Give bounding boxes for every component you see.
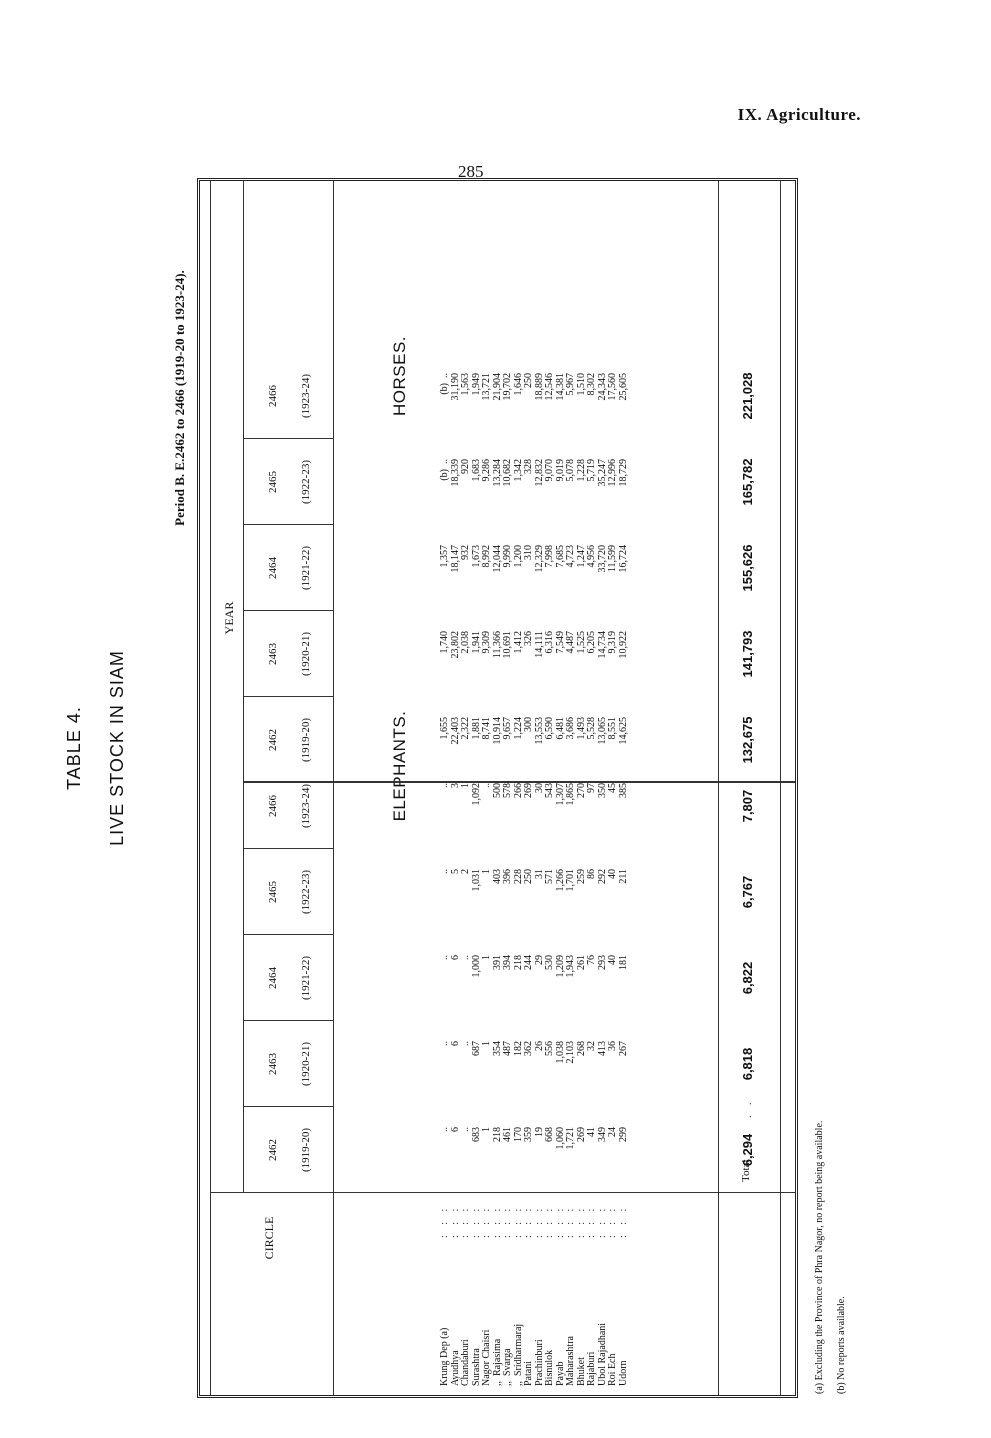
circle-name: Ayudhya: [449, 1350, 461, 1386]
column-divider: [243, 848, 333, 849]
year-col-header: 2466: [267, 385, 279, 407]
data-cell: 22,403: [449, 717, 461, 745]
data-cell: 1,525: [575, 631, 587, 654]
total-cell: 221,028: [740, 372, 755, 420]
column-divider: [243, 1020, 333, 1021]
year-header-underline: [243, 181, 244, 1193]
circle-name: Bhuket: [575, 1357, 587, 1386]
data-cell: 11,366: [491, 631, 503, 659]
data-cell: 687: [470, 1041, 482, 1056]
data-cell: 270: [575, 783, 587, 798]
circle-name: Krung Dep (a): [439, 1327, 450, 1386]
data-cell: 354: [491, 1041, 503, 1056]
data-cell: ..: [439, 869, 450, 874]
data-cell: ..: [460, 1041, 471, 1046]
data-cell: 269: [575, 1127, 587, 1142]
column-divider: [243, 438, 333, 439]
circle-dots-list: [440, 1198, 629, 1238]
data-cell: 8,302: [586, 373, 597, 396]
data-cell: 1,943: [565, 955, 576, 978]
data-cell: 2,103: [565, 1041, 576, 1064]
data-cell: 461: [502, 1127, 513, 1142]
year-col-header: 2462: [267, 1139, 279, 1161]
year-col-ce-header: (1921-22): [300, 546, 312, 590]
data-cell: 1: [481, 1127, 492, 1132]
circle-name: ,, Sridharmaraj: [512, 1323, 524, 1386]
data-cell: 1,493: [575, 717, 587, 740]
data-cell: 1,941: [470, 631, 482, 654]
data-cell: 35,247: [596, 459, 608, 487]
data-cell: 31: [533, 869, 545, 879]
data-cell: 7,998: [544, 545, 555, 568]
data-cell: 1,357: [439, 545, 450, 568]
circle-name: Patani: [523, 1361, 534, 1386]
data-cell: 29: [533, 955, 545, 965]
data-cell: (b) ..: [439, 373, 450, 395]
circle-dots: : : :: [544, 1204, 555, 1238]
data-cell: 362: [523, 1041, 534, 1056]
column-divider: [243, 1106, 333, 1107]
data-cell: 17,560: [607, 373, 618, 401]
circle-name: Bisnulok: [544, 1349, 555, 1386]
data-cell: 31,190: [449, 373, 461, 401]
data-cell: 1,209: [554, 955, 566, 978]
data-cell: 9,070: [544, 459, 555, 482]
data-cell: 932: [460, 545, 471, 560]
data-cell: 1: [481, 955, 492, 960]
data-cell: 19: [533, 1127, 545, 1137]
year-col-header: 2464: [267, 557, 279, 579]
data-cell: 10,682: [502, 459, 513, 487]
data-cell: 1,740: [439, 631, 450, 654]
circle-dots: : : :: [439, 1204, 450, 1238]
data-cell: 6,316: [544, 631, 555, 654]
data-cell: 6: [449, 1127, 461, 1132]
data-cell: 41: [586, 1127, 597, 1137]
data-cell: 6,590: [544, 717, 555, 740]
circle-name: Roi Ech: [607, 1353, 618, 1386]
data-cell: 2,322: [460, 717, 471, 740]
data-cell: 18,147: [449, 545, 461, 573]
data-cell: 1,949: [470, 373, 482, 396]
year-col-header: 2463: [267, 1053, 279, 1075]
data-cell: 25,605: [617, 373, 629, 401]
data-cell: 683: [470, 1127, 482, 1142]
data-cell: 299: [617, 1127, 629, 1142]
data-cell: 9,657: [502, 717, 513, 740]
data-cell: 11,599: [607, 545, 618, 573]
data-cell: 33,720: [596, 545, 608, 573]
data-cell: 14,381: [554, 373, 566, 401]
year-col-header: 2463: [267, 643, 279, 665]
data-cell: 14,111: [533, 631, 545, 658]
data-cell: 349: [596, 1127, 608, 1142]
year-col-ce-header: (1923-24): [300, 374, 312, 418]
data-cell: 12,832: [533, 459, 545, 487]
year-col-ce-header: (1923-24): [300, 784, 312, 828]
footnote-b: (b) No reports available.: [836, 1296, 847, 1394]
data-cell: 6,481: [554, 717, 566, 740]
circle-dots: : : :: [607, 1204, 618, 1238]
data-cell: 182: [512, 1041, 524, 1056]
data-cell: 5,967: [565, 373, 576, 396]
data-cell: 6: [449, 955, 461, 960]
data-cell: 40: [607, 955, 618, 965]
page-number: 285: [458, 162, 484, 181]
total-cell: 6,822: [740, 961, 755, 995]
year-col-ce-header: (1919-20): [300, 1128, 312, 1172]
circle-name: Payab: [554, 1361, 566, 1386]
data-cell: 292: [596, 869, 608, 884]
data-cell: 1,031: [470, 869, 482, 892]
data-cell: 9,319: [607, 631, 618, 654]
data-cell: 8,551: [607, 717, 618, 740]
data-cell: 293: [596, 955, 608, 970]
data-column: [440, 783, 629, 849]
data-cell: 500: [491, 783, 503, 798]
data-cell: 8,992: [481, 545, 492, 568]
data-cell: 5: [449, 869, 461, 874]
data-cell: 1,721: [565, 1127, 576, 1150]
data-column: [440, 545, 629, 611]
circle-name: Prachinburi: [533, 1339, 545, 1386]
data-cell: 228: [512, 869, 524, 884]
data-cell: 668: [544, 1127, 555, 1142]
data-cell: 250: [523, 373, 534, 388]
period-caption: Period B. E.2462 to 2466 (1919-20 to 1923-24).: [172, 270, 187, 526]
circle-dots: : : :: [554, 1204, 566, 1238]
data-cell: 6: [449, 1041, 461, 1046]
data-cell: 1,865: [565, 783, 576, 806]
table-title: TABLE 4.: [64, 706, 84, 790]
data-cell: 1: [481, 869, 492, 874]
circle-dots: : : :: [491, 1204, 503, 1238]
data-cell: 571: [544, 869, 555, 884]
data-cell: 1,655: [439, 717, 450, 740]
data-cell: 487: [502, 1041, 513, 1056]
circle-dots: : : :: [449, 1204, 461, 1238]
data-cell: ..: [439, 955, 450, 960]
data-cell: 4,723: [565, 545, 576, 568]
data-cell: 18,339: [449, 459, 461, 487]
data-cell: 7,685: [554, 545, 566, 568]
data-cell: 385: [617, 783, 629, 798]
data-column: [440, 631, 629, 697]
data-cell: 359: [523, 1127, 534, 1142]
data-cell: 300: [523, 717, 534, 732]
total-dots: . .: [743, 1098, 754, 1118]
data-cell: 218: [491, 1127, 503, 1142]
data-cell: 32: [586, 1041, 597, 1051]
circle-name: ,, Rajasima: [491, 1338, 503, 1386]
table-subtitle: LIVE STOCK IN SIAM: [107, 650, 127, 846]
circle-name: Nagor Chaisri: [481, 1329, 492, 1386]
data-cell: 12,996: [607, 459, 618, 487]
data-cell: 9,309: [481, 631, 492, 654]
data-cell: 1,224: [512, 717, 524, 740]
circle-dots: : : :: [523, 1204, 534, 1238]
data-cell: 8,741: [481, 717, 492, 740]
total-top-line: [718, 181, 719, 1395]
horses-section-label: HORSES.: [390, 335, 409, 417]
circle-dots: : : :: [533, 1204, 545, 1238]
circle-dots: : : :: [470, 1204, 482, 1238]
year-col-header: 2465: [267, 471, 279, 493]
data-cell: 26: [533, 1041, 545, 1051]
data-cell: 97: [586, 783, 597, 793]
circle-dots: : : :: [481, 1204, 492, 1238]
data-cell: 1,038: [554, 1041, 566, 1064]
circle-dots: : : :: [596, 1204, 608, 1238]
data-cell: 920: [460, 459, 471, 474]
data-cell: 1,092: [470, 783, 482, 806]
data-cell: 24: [607, 1127, 618, 1137]
elephants-section-label: ELEPHANTS.: [390, 710, 409, 822]
data-cell: 10,914: [491, 717, 503, 745]
data-cell: 3,686: [565, 717, 576, 740]
data-cell: 24,343: [596, 373, 608, 401]
data-cell: 12,329: [533, 545, 545, 573]
data-cell: 10,922: [617, 631, 629, 659]
data-cell: 4,487: [565, 631, 576, 654]
data-cell: 269: [523, 783, 534, 798]
data-cell: 86: [586, 869, 597, 879]
data-cell: 1,342: [512, 459, 524, 482]
data-cell: 40: [607, 869, 618, 879]
data-cell: 218: [512, 955, 524, 970]
data-cell: 181: [617, 955, 629, 970]
data-cell: 1,673: [470, 545, 482, 568]
data-cell: 21,904: [491, 373, 503, 401]
data-cell: 13,721: [481, 373, 492, 401]
data-cell: 244: [523, 955, 534, 970]
data-column: [440, 1041, 629, 1107]
year-col-ce-header: (1919-20): [300, 718, 312, 762]
total-cell: 155,626: [740, 544, 755, 592]
data-cell: 10,691: [502, 631, 513, 659]
data-cell: 1: [460, 783, 471, 788]
data-cell: 267: [617, 1041, 629, 1056]
data-cell: 9,286: [481, 459, 492, 482]
data-cell: 391: [491, 955, 503, 970]
section-header: IX. Agriculture.: [737, 105, 861, 124]
data-column: [440, 869, 629, 935]
data-cell: 3: [449, 783, 461, 788]
data-cell: 5,528: [586, 717, 597, 740]
data-cell: ..: [439, 1127, 450, 1132]
data-cell: ..: [439, 1041, 450, 1046]
column-divider: [243, 696, 333, 697]
data-cell: 6,205: [586, 631, 597, 654]
data-cell: 5,719: [586, 459, 597, 482]
data-cell: 350: [596, 783, 608, 798]
data-cell: 530: [544, 955, 555, 970]
data-cell: 13,553: [533, 717, 545, 745]
data-column: [440, 717, 629, 783]
data-cell: 268: [575, 1041, 587, 1056]
data-cell: 1,247: [575, 545, 587, 568]
data-cell: 36: [607, 1041, 618, 1051]
circle-name: Udorn: [617, 1360, 629, 1386]
circle-dots: : : :: [565, 1204, 576, 1238]
data-cell: 396: [502, 869, 513, 884]
year-col-ce-header: (1920-21): [300, 632, 312, 676]
total-cell: 141,793: [740, 630, 755, 678]
total-bottom-line: [780, 181, 781, 1395]
data-cell: 16,724: [617, 545, 629, 573]
total-cell: 6,767: [740, 875, 755, 909]
data-cell: 13,284: [491, 459, 503, 487]
data-cell: 9,019: [554, 459, 566, 482]
data-cell: ..: [460, 955, 471, 960]
data-cell: 1,307: [554, 783, 566, 806]
data-cell: (b) ..: [439, 459, 450, 481]
data-cell: 259: [575, 869, 587, 884]
data-cell: 403: [491, 869, 503, 884]
data-cell: 1,881: [470, 717, 482, 740]
year-header: YEAR: [222, 601, 236, 635]
data-cell: 5,078: [565, 459, 576, 482]
data-column: [440, 1127, 629, 1193]
data-cell: 250: [523, 869, 534, 884]
data-cell: 266: [512, 783, 524, 798]
data-cell: 14,625: [617, 717, 629, 745]
data-cell: 12,546: [544, 373, 555, 401]
data-cell: 1,683: [470, 459, 482, 482]
data-column: [440, 459, 629, 525]
data-cell: 13,065: [596, 717, 608, 745]
data-cell: 2: [460, 869, 471, 874]
data-cell: 4,956: [586, 545, 597, 568]
data-cell: 1,200: [512, 545, 524, 568]
total-cell: 132,675: [740, 716, 755, 764]
data-cell: 326: [523, 631, 534, 646]
data-cell: 14,734: [596, 631, 608, 659]
data-cell: 261: [575, 955, 587, 970]
data-cell: 2,038: [460, 631, 471, 654]
data-cell: 19,702: [502, 373, 513, 401]
data-cell: 1,646: [512, 373, 524, 396]
data-cell: 328: [523, 459, 534, 474]
data-cell: 76: [586, 955, 597, 965]
circle-dots: : : :: [512, 1204, 524, 1238]
column-divider: [243, 934, 333, 935]
circle-header: CIRCLE: [262, 1216, 276, 1260]
column-divider: [243, 610, 333, 611]
circle-dots: : : :: [460, 1204, 471, 1238]
data-cell: 1: [481, 1041, 492, 1046]
circle-name: Rajaburi: [586, 1351, 597, 1386]
data-cell: 543: [544, 783, 555, 798]
total-cell: 6,294: [740, 1133, 755, 1167]
year-col-ce-header: (1922-23): [300, 460, 312, 504]
circle-name: Surashtra: [470, 1348, 482, 1386]
column-divider: [243, 524, 333, 525]
data-cell: 9,990: [502, 545, 513, 568]
year-col-header: 2464: [267, 967, 279, 989]
data-cell: 578: [502, 783, 513, 798]
year-col-header: 2466: [267, 795, 279, 817]
data-cell: 45: [607, 783, 618, 793]
total-label: Total: [740, 1159, 752, 1182]
circle-name: ,, Svarga: [502, 1348, 513, 1386]
data-cell: 1,510: [575, 373, 587, 396]
total-cell: 6,818: [740, 1047, 755, 1081]
data-cell: 1,060: [554, 1127, 566, 1150]
data-cell: 1,701: [565, 869, 576, 892]
data-cell: 1,563: [460, 373, 471, 396]
year-col-ce-header: (1922-23): [300, 870, 312, 914]
data-cell: 310: [523, 545, 534, 560]
data-cell: 413: [596, 1041, 608, 1056]
year-col-header: 2465: [267, 881, 279, 903]
data-cell: 23,802: [449, 631, 461, 659]
circle-name-list: [440, 1246, 629, 1386]
circle-name: Maharashtra: [565, 1336, 576, 1386]
circle-name: Ubol Rajadhani: [596, 1322, 608, 1386]
circle-dots: : : :: [586, 1204, 597, 1238]
data-cell: ..: [460, 1127, 471, 1132]
circle-dots: : : :: [575, 1204, 587, 1238]
data-column: [440, 955, 629, 1021]
year-col-ce-header: (1920-21): [300, 1042, 312, 1086]
circle-dots: : : :: [502, 1204, 513, 1238]
data-cell: 18,889: [533, 373, 545, 401]
year-col-ce-header: (1921-22): [300, 956, 312, 1000]
footnote-a: (a) Excluding the Province of Phra Nagor, no report being available.: [814, 1120, 825, 1394]
header-bottom-line: [333, 181, 334, 1395]
data-cell: 18,729: [617, 459, 629, 487]
data-cell: 1,000: [470, 955, 482, 978]
total-cell: 7,807: [740, 789, 755, 823]
data-cell: 1,266: [554, 869, 566, 892]
data-cell: ..: [481, 783, 492, 788]
circle-dots: : : :: [617, 1204, 629, 1238]
data-cell: 1,228: [575, 459, 587, 482]
total-cell: 165,782: [740, 458, 755, 506]
circle-name: Chandaburi: [460, 1339, 471, 1386]
data-cell: 7,549: [554, 631, 566, 654]
data-cell: 1,412: [512, 631, 524, 654]
data-cell: 394: [502, 955, 513, 970]
data-cell: ..: [439, 783, 450, 788]
data-cell: 556: [544, 1041, 555, 1056]
data-cell: 211: [617, 869, 629, 884]
data-cell: 170: [512, 1127, 524, 1142]
data-cell: 30: [533, 783, 545, 793]
data-column: [440, 373, 629, 439]
year-col-header: 2462: [267, 729, 279, 751]
data-cell: 12,044: [491, 545, 503, 573]
